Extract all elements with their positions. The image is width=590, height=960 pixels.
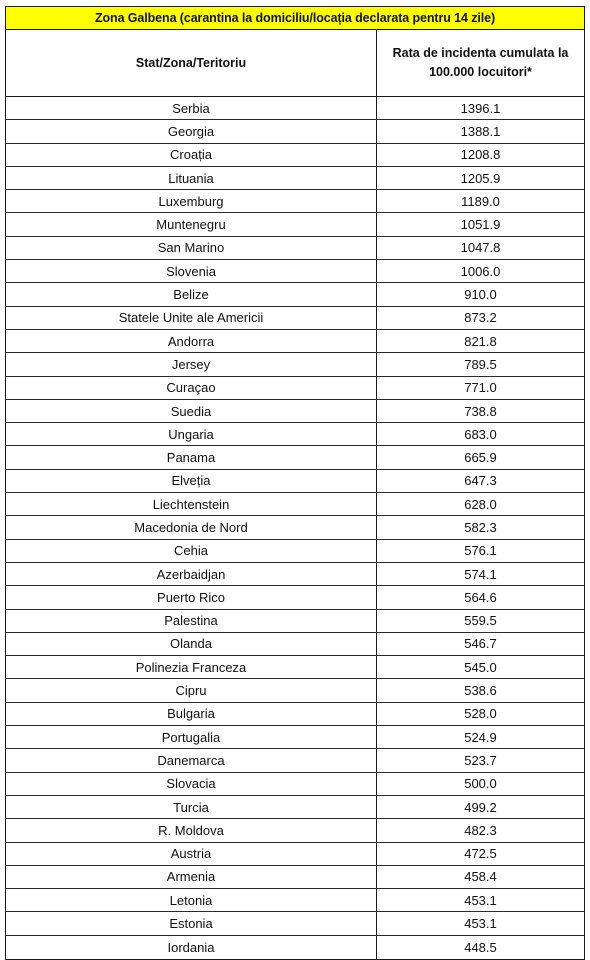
country-cell: Slovenia	[6, 260, 377, 282]
table-row	[6, 493, 584, 516]
rate-cell: 821.8	[464, 333, 497, 349]
rate-cell: 453.1	[464, 892, 497, 908]
rate-cell: 789.5	[464, 356, 497, 372]
rate-header-line2: 100.000 locuitori*	[429, 65, 532, 79]
table-row	[6, 703, 584, 726]
rate-cell: 453.1	[464, 916, 497, 932]
country-cell: Curaçao	[6, 377, 377, 399]
table-row	[6, 353, 584, 376]
table-row	[6, 912, 584, 935]
rate-cell: 1051.9	[460, 217, 501, 233]
country-cell: Azerbaidjan	[6, 563, 377, 585]
table-header	[6, 30, 584, 97]
table-row	[6, 819, 584, 842]
country-cell: Puerto Rico	[6, 586, 377, 608]
country-cell: Croația	[6, 144, 377, 166]
rate-cell: 448.5	[464, 939, 497, 955]
table-row	[6, 843, 584, 866]
country-cell: Olanda	[6, 633, 377, 655]
rate-cell: 574.1	[464, 566, 497, 582]
table-row	[6, 423, 584, 446]
table-row	[6, 283, 584, 306]
table-row	[6, 866, 584, 889]
rate-cell: 546.7	[464, 636, 497, 652]
table-row	[6, 120, 584, 143]
country-cell: Ungaria	[6, 423, 377, 445]
country-cell: Slovacia	[6, 773, 377, 795]
rate-cell: 524.9	[464, 729, 497, 745]
country-column-header: Stat/Zona/Teritoriu	[6, 30, 377, 96]
country-cell: Andorra	[6, 330, 377, 352]
rate-cell: 545.0	[464, 659, 497, 675]
rate-header-line1: Rata de incidenta cumulata la	[392, 46, 569, 60]
country-cell: Georgia	[6, 120, 377, 142]
table-row	[6, 377, 584, 400]
country-cell: Palestina	[6, 610, 377, 632]
rate-cell: 1396.1	[460, 100, 501, 116]
country-cell: Danemarca	[6, 749, 377, 771]
rate-cell: 1208.8	[460, 147, 501, 163]
country-cell: Liechtenstein	[6, 493, 377, 515]
country-cell: Letonia	[6, 889, 377, 911]
table-row	[6, 237, 584, 260]
table-row	[6, 796, 584, 819]
rate-cell: 564.6	[464, 589, 497, 605]
zone-banner: Zona Galbena (carantina la domiciliu/locația declarata pentru 14 zile)	[6, 7, 584, 30]
rate-cell: 665.9	[464, 450, 497, 466]
country-cell: Luxemburg	[6, 190, 377, 212]
rate-cell: 628.0	[464, 496, 497, 512]
country-cell: San Marino	[6, 237, 377, 259]
country-cell: R. Moldova	[6, 819, 377, 841]
table-row	[6, 679, 584, 702]
table-row	[6, 400, 584, 423]
country-cell: Austria	[6, 843, 377, 865]
table-row	[6, 213, 584, 236]
rate-cell: 1047.8	[460, 240, 501, 256]
table-row	[6, 563, 584, 586]
country-cell: Lituania	[6, 167, 377, 189]
country-cell: Portugalia	[6, 726, 377, 748]
rate-cell: 482.3	[464, 822, 497, 838]
country-cell: Iordania	[6, 936, 377, 959]
rate-cell: 499.2	[464, 799, 497, 815]
country-cell: Belize	[6, 283, 377, 305]
rate-cell: 538.6	[464, 683, 497, 699]
country-cell: Cehia	[6, 540, 377, 562]
rate-cell: 1205.9	[460, 170, 501, 186]
country-cell: Panama	[6, 446, 377, 468]
rate-cell: 910.0	[464, 287, 497, 303]
rate-cell: 1189.0	[461, 193, 500, 209]
table-row	[6, 936, 584, 959]
country-cell: Statele Unite ale Americii	[6, 307, 377, 329]
rate-cell: 458.4	[464, 869, 497, 885]
table-row	[6, 540, 584, 563]
table-row	[6, 167, 584, 190]
table-row	[6, 260, 584, 283]
rate-cell: 683.0	[464, 426, 497, 442]
table-row	[6, 470, 584, 493]
country-cell: Serbia	[6, 97, 377, 119]
incidence-table	[5, 6, 585, 960]
rate-cell: 1388.1	[460, 123, 501, 139]
rate-cell: 873.2	[464, 310, 497, 326]
country-cell: Estonia	[6, 912, 377, 934]
rate-cell: 738.8	[464, 403, 497, 419]
country-cell: Cipru	[6, 679, 377, 701]
rate-cell: 500.0	[464, 776, 497, 792]
rate-cell: 647.3	[464, 473, 497, 489]
rate-cell: 576.1	[464, 543, 497, 559]
rate-column-header	[377, 30, 584, 96]
table-row	[6, 586, 584, 609]
country-cell: Macedonia de Nord	[6, 516, 377, 538]
table-row	[6, 446, 584, 469]
country-cell: Muntenegru	[6, 213, 377, 235]
table-row	[6, 610, 584, 633]
rate-cell: 1006.0	[460, 263, 501, 279]
table-row	[6, 656, 584, 679]
table-row	[6, 190, 584, 213]
rate-cell: 472.5	[464, 846, 497, 862]
country-cell: Polinezia Franceza	[6, 656, 377, 678]
country-cell: Armenia	[6, 866, 377, 888]
country-cell: Bulgaria	[6, 703, 377, 725]
table-row	[6, 144, 584, 167]
rate-cell: 771.0	[464, 380, 497, 396]
rate-cell: 559.5	[464, 613, 497, 629]
rate-cell: 528.0	[464, 706, 497, 722]
table-row	[6, 773, 584, 796]
rate-cell: 582.3	[464, 519, 497, 535]
table-row	[6, 97, 584, 120]
table-row	[6, 889, 584, 912]
rate-cell: 523.7	[464, 752, 497, 768]
country-cell: Jersey	[6, 353, 377, 375]
table-row	[6, 633, 584, 656]
table-row	[6, 516, 584, 539]
table-body	[6, 97, 584, 959]
table-row	[6, 726, 584, 749]
table-row	[6, 330, 584, 353]
table-row	[6, 307, 584, 330]
country-cell: Turcia	[6, 796, 377, 818]
country-cell: Elveția	[6, 470, 377, 492]
country-cell: Suedia	[6, 400, 377, 422]
table-row	[6, 749, 584, 772]
